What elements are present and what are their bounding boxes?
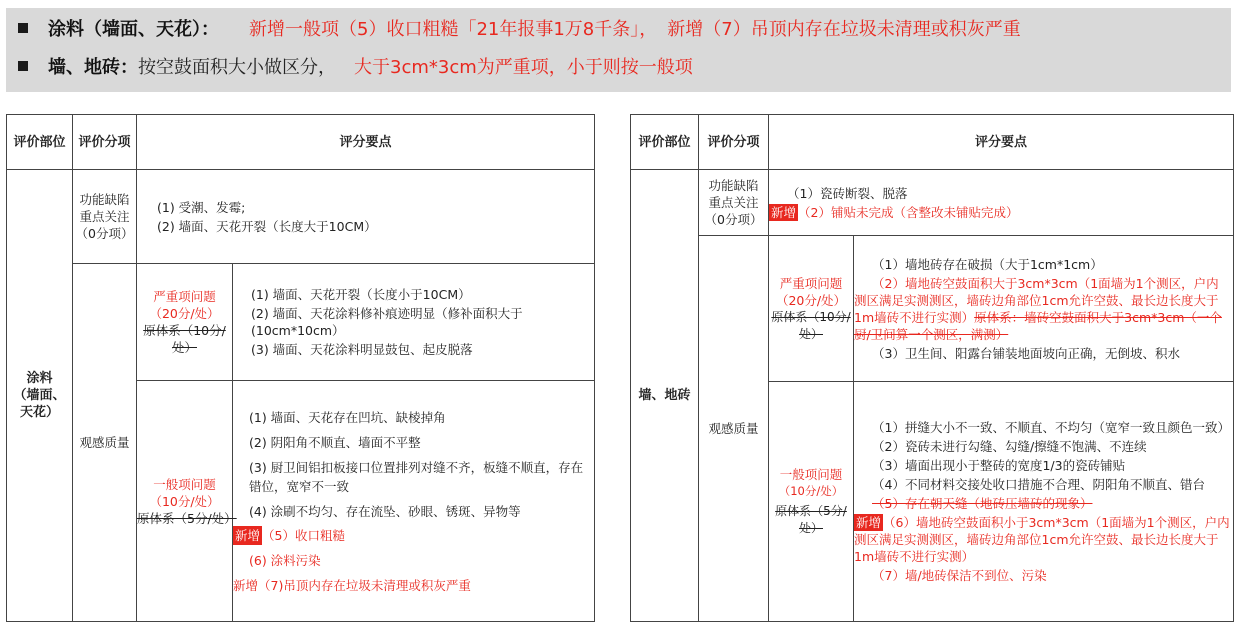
category-serious <box>137 264 233 381</box>
list-item: (1) 受潮、发霉; <box>157 199 246 215</box>
list-item: （2）瓷砖未进行勾缝、勾缝/擦缝不饱满、不连续 <box>872 439 1147 454</box>
list-item-new-5 <box>233 525 594 546</box>
header-criteria: 评分要点 <box>769 115 1234 170</box>
list-item <box>854 274 1231 344</box>
criteria-serious <box>854 236 1234 382</box>
category-general <box>137 381 237 622</box>
serious-label: 严重项问题 （20分/处） <box>775 275 847 308</box>
criteria-general <box>854 382 1234 622</box>
list-item: (3) 墙面、天花涂料明显鼓包、起皮脱落 <box>251 342 473 357</box>
list-item-6: (6) 涂料污染 <box>249 552 321 568</box>
new-item-2: （2）铺贴未完成（含整改未铺贴完成） <box>798 204 1019 220</box>
category-appearance: 观感质量 <box>73 264 137 622</box>
new-badge: 新增 <box>856 515 882 530</box>
serious-old-score: 原体系（10分/处） <box>771 309 851 341</box>
banner-paint-title: 涂料（墙面、天花）： <box>48 19 219 40</box>
new-item-5: （5）收口粗糙 <box>262 527 345 543</box>
serious-item-2-old: 原体系：墙砖空鼓面积大于3cm*3cm（一个厨/卫间算一个测区，满测） <box>854 309 1222 342</box>
banner-paint-new-item-5: 新增一般项（5）收口粗糙「21年报事1万8千条」， <box>249 19 658 40</box>
tile-evaluation-table <box>630 114 1234 622</box>
list-item: (1) 墙面、天花开裂（长度小于10CM） <box>251 287 471 302</box>
summary-banner <box>6 8 1231 92</box>
category-appearance: 观感质量 <box>699 236 769 622</box>
category-function-defect: 功能缺陷 重点关注 （0分项） <box>699 170 769 236</box>
category-function-defect: 功能缺陷 重点关注 （0分项） <box>73 170 137 264</box>
general-score: （10分/处） <box>778 484 844 498</box>
list-item: （1）墙地砖存在破损（大于1cm*1cm） <box>872 256 1103 272</box>
list-item: （4）不同材料交接处收口措施不合理、阴阳角不顺直、错台 <box>872 477 1205 492</box>
serious-label: 严重项问题 （20分/处） <box>149 289 220 321</box>
paint-evaluation-table <box>6 114 595 622</box>
list-item: （3）墙面出现小于整砖的宽度1/3的瓷砖铺贴 <box>872 458 1126 473</box>
new-item-6: （6）墙地砖空鼓面积小于3cm*3cm（1面墙为1个测区，户内测区满足实测测区，墙砖边角部位1cm允许空鼓、最长边长度大于1m墙砖不进行实测） <box>854 515 1230 564</box>
new-badge: 新增 <box>235 527 261 543</box>
general-label: 一般项问题 <box>779 467 843 482</box>
part-paint: 涂料 （墙面、 天花） <box>7 170 73 622</box>
banner-tile-text: 按空鼓面积大小做区分， <box>138 57 336 78</box>
general-old-score: 原体系（5分/处） <box>775 504 847 535</box>
category-serious <box>769 236 854 382</box>
general-old-score: 原体系（5分/处） <box>137 510 237 526</box>
banner-line-tile <box>18 55 693 81</box>
list-item-new-6 <box>854 513 1231 566</box>
list-item: （1）瓷砖断裂、脱落 <box>787 185 908 201</box>
banner-line-paint <box>18 17 1021 43</box>
list-item-7: （7）墙/地砖保洁不到位、污染 <box>872 568 1047 583</box>
serious-old-score: 原体系（10分/处） <box>143 323 226 355</box>
list-item: (3) 厨卫间铝扣板接口位置排列对缝不齐，板缝不顺直，存在错位，宽窄不一致 <box>249 459 584 494</box>
header-criteria: 评分要点 <box>137 115 595 170</box>
criteria-serious <box>233 264 595 381</box>
general-label: 一般项问题 （10分/处） <box>149 476 220 509</box>
criteria-general <box>233 381 595 622</box>
list-item-5-removed: （5）存在朝天缝（地砖压墙砖的现象） <box>872 496 1093 511</box>
part-tile: 墙、地砖 <box>631 170 699 622</box>
square-bullet-icon <box>18 61 28 71</box>
header-category: 评价分项 <box>699 115 769 170</box>
serious-item-2: （2）墙地砖空鼓面积大于3cm*3cm（1面墙为1个测区，户内测区满足实测测区，墙砖边角部位1cm允许空鼓、最长边长度大于1m墙砖不进行实测） <box>854 275 1219 325</box>
criteria-function-defect <box>769 170 1234 236</box>
header-part: 评价部位 <box>631 115 699 170</box>
list-item: (2) 阴阳角不顺直、墙面不平整 <box>249 434 421 450</box>
header-part: 评价部位 <box>7 115 73 170</box>
header-category: 评价分项 <box>73 115 137 170</box>
list-item-new-7: 新增（7)吊顶内存在垃圾未清理或积灰严重 <box>233 577 471 593</box>
category-general <box>769 382 854 622</box>
criteria-function-defect <box>137 170 595 264</box>
list-item-new-2 <box>769 203 1233 222</box>
list-item: (2) 墙面、天花涂料修补痕迹明显（修补面积大于(10cm*10cm） <box>251 306 523 338</box>
list-item: (1) 墙面、天花存在凹坑、缺棱掉角 <box>249 409 446 425</box>
banner-tile-title: 墙、地砖： <box>48 57 138 78</box>
banner-tile-red-rule: 大于3cm*3cm为严重项，小于则按一般项 <box>354 57 693 78</box>
new-badge: 新增 <box>771 204 797 220</box>
list-item: (4) 涂刷不均匀、存在流坠、砂眼、锈斑、异物等 <box>249 503 521 519</box>
list-item: (2) 墙面、天花开裂（长度大于10CM） <box>157 218 377 234</box>
list-item: （3）卫生间、阳露台铺装地面坡向正确，无倒坡、积水 <box>872 345 1180 361</box>
list-item: （1）拼缝大小不一致、不顺直、不均匀（宽窄一致且颜色一致） <box>872 420 1230 435</box>
square-bullet-icon <box>18 23 28 33</box>
banner-paint-new-item-7: 新增（7）吊顶内存在垃圾未清理或积灰严重 <box>667 19 1021 40</box>
